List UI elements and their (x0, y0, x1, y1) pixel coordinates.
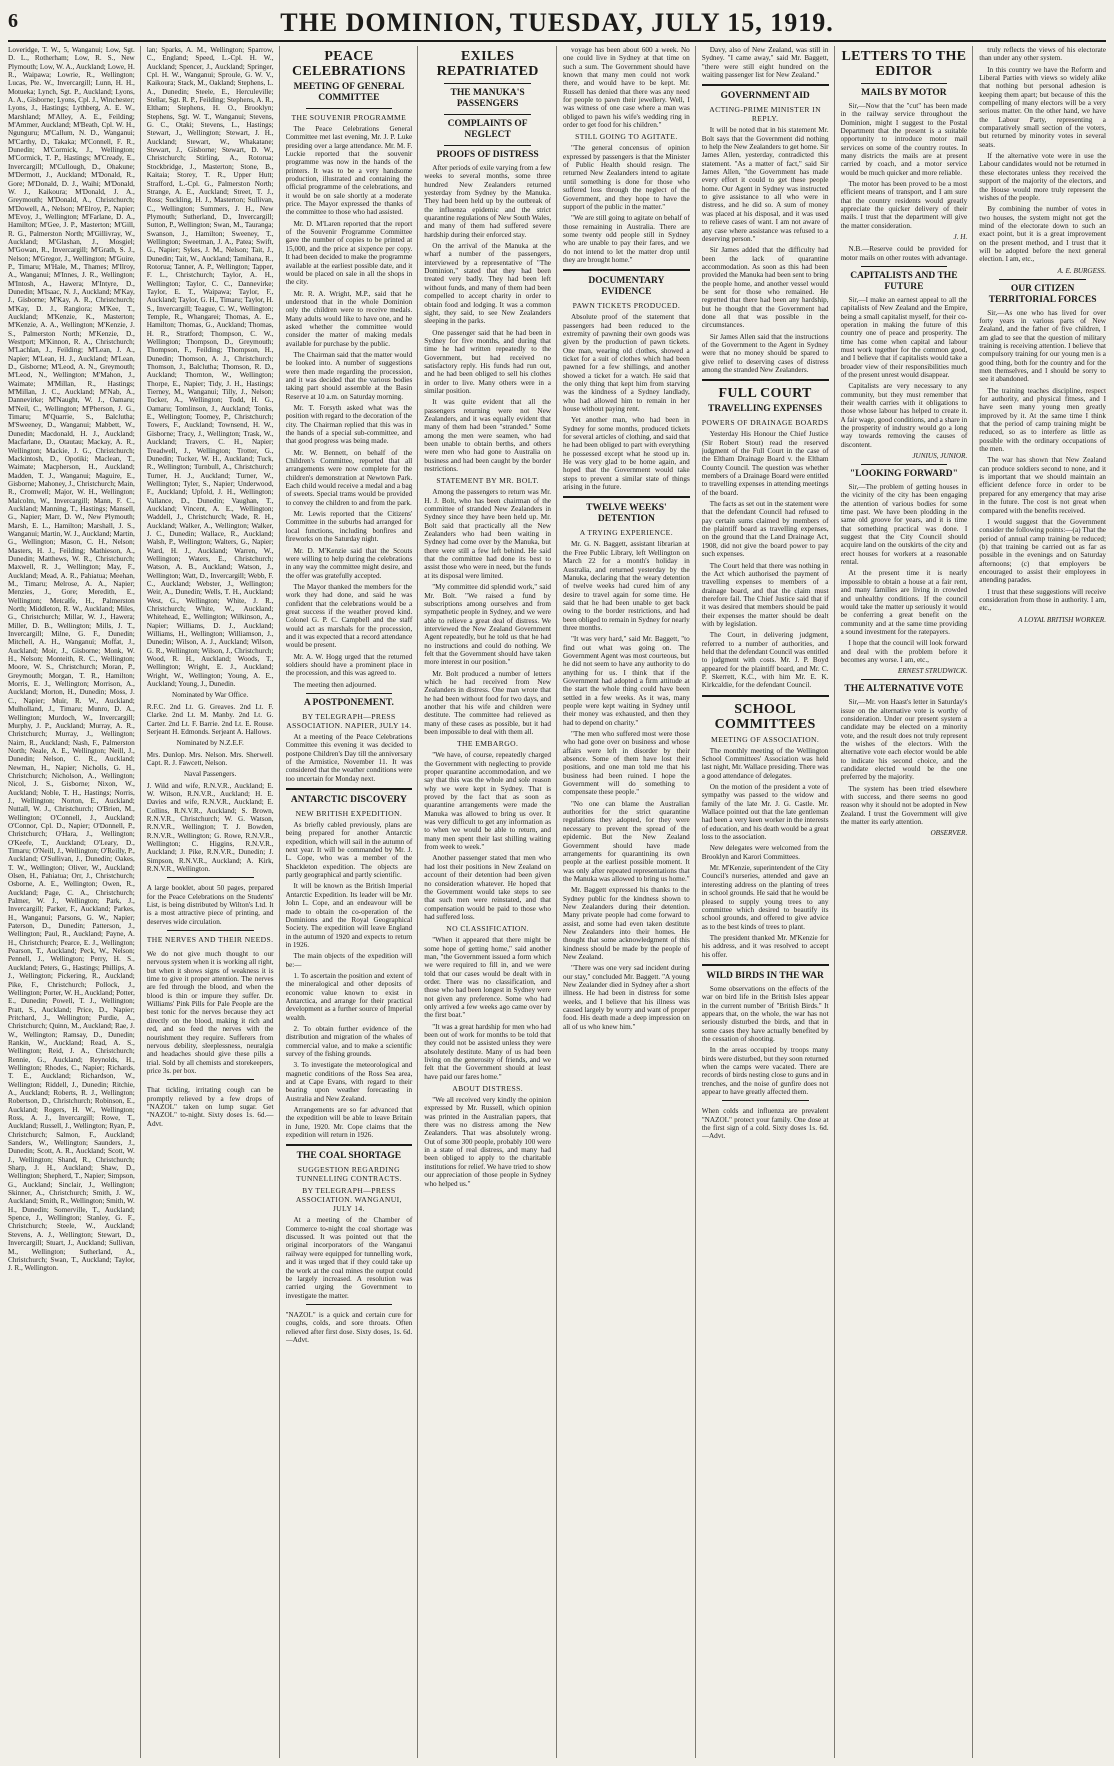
paragraph: 1. To ascertain the position and extent of the mineralogical and other deposits of economic value known to exist in Antarctica, and arrange for their practical development as a further source of Imperial wealth. (285, 971, 413, 1022)
paragraph: Mr. Lewis reported that the Citizens' Committee in the suburbs had arranged for local functions, including bonfires and fireworks on the Saturday night. (285, 510, 413, 544)
divider (306, 1304, 393, 1305)
paragraph: Arrangements are so far advanced that the expedition will be able to leave Britain in June, 1920. Mr. Cope claims that the expedition will return in 1926. (285, 1106, 413, 1140)
column-7 (841, 46, 974, 1758)
paragraph: Absolute proof of the statement that passengers had been reduced to the extremity of pawning their own goods was given by the production of pawn tickets. One man, wearing old clothes, showed a ticket for a suit of clothes which had been pawned for a few shillings, and another showed a ticket for a watch. He said that the only thing that kept him from starving was the kindness of a Sydney landlady, who had allowed him to remain in her house without paying rent. (563, 313, 690, 414)
article-subheadline: COMPLAINTS OF NEGLECT (447, 119, 528, 140)
paragraph: At the present time it is nearly impossible to obtain a house at a fair rent, and many families are living in crowded and unhealthy conditions. If the council would take the matter up seriously it would be conferring a great benefit on the community and at the same time providing a sound investment for the ratepayers. (840, 569, 968, 636)
column-3 (286, 46, 419, 1758)
article-subheadline: TRAVELLING EXPENSES (708, 404, 823, 415)
letter-heading: CAPITALISTS AND THE FUTURE (850, 270, 958, 292)
paragraph: The Mayor thanked the members for the work they had done, and said he was confident that the celebrations would be a great success if the weather proved kind. Colonel G. P. C. Campbell and the staff would act as marshals for the procession, and it was expected that a record attendance would be present. (285, 582, 413, 650)
dateline: BY TELEGRAPH—PRESS ASSOCIATION. WANGANUI, JULY 14. (295, 1186, 402, 1214)
column-8 (979, 46, 1106, 1758)
article-kicker: SUGGESTION REGARDING TUNNELLING CONTRACTS. (295, 1165, 402, 1184)
paragraph: After periods of exile varying from a few weeks to several months, some three hundred New Zealanders returned yesterday from Sydney by the Manuka. They had been held up by the outbreak of the influenza epidemic and the strict quarantine regulations of New South Wales, and many of them had suffered severe hardship during their enforced stay. (424, 164, 551, 239)
paragraph: The Peace Celebrations General Committee met last evening, Mr. J. P. Luke presiding over a large attendance. Mr. M. F. Luckie reported that the souvenir programme was now in the hands of the printers. It was to be a very handsome production, illustrated and containing the official programme of the celebrations, and it would be on sale shortly at a moderate price. The Mayor expressed the thanks of the committee to those who had assisted. (285, 125, 413, 217)
passenger-list-continued: lan; Sparks, A. M., Wellington; Sparrow, C., England; Speed, L.-Cpl. H. W., Auckland; Spencer, J., Auckland; Springer, Cpl. H. W., Wanganui; Sproule, G. W. V., Kaikoura; Stack, M., Oakland; Stephens, L. A., Dunedin; Steele, E., Herculeville; Stellar, Sgt. R. P., Feilding; Stephens, A. R., Eltham; Stephens, H. O., Brooklyn; Stephens, Sgt. W. T., Wanganui; Stevens, G. C., Otaki; Stevens, L., Hastings; Stewart, J., Wellington; Stewart, J. H., Auckland; Stewart, W., Whakatane; Stewart, J., Gisborne; Stewart, D. W., Christchurch; Stirling, A., Rotorua; Stockbridge, J., Masterton; Stone, B., Kaitaia; Storey, T. R., Upper Hutt; Strafford, L.-Cpl. G., Palmerston North; Strange, A. E., Auckland; Street, T. J., Ross; Suckling, H. J., Masterton; Sullivan, C., Wellington; Summers, J. H., New Plymouth; Sutherland, D., Invercargill; Sutton, P., Wellington; Swan, M., Tauranga; Swanson, J., Hamilton; Sweeney, T., Wellington; Sweetman, J. A., Patea; Swift, G., Napier; Sykes, J. M., Nelson; Tait, J., Dunedin; Tait, W., Auckland; Tamihana, R., Rotorua; Tanner, A. P., Wellington; Tapper, F. L., Christchurch; Taylor, A. H., Wellington; Taylor, C. C., Dannevirke; Taylor, E. T., Waipawa; Taylor, F., Auckland; Taylor, G. H., Timaru; Taylor, H. S., Invercargill; Teague, C. W., Wellington; Temple, R., Whangarei; Thomas, A. E., Hamilton; Thomas, G., Auckland; Thomas, H. R., Stratford; Thompson, C. W., Wellington; Thompson, D., Greymouth; Thompson, F., Feilding; Thompson, H., Dunedin; Thomson, A. J., Christchurch; Thomson, J., Balclutha; Thomson, R. D., Auckland; Thornton, W., Wellington; Thorpe, E., Napier; Tidy, J. H., Hastings; Tierney, M., Wanganui; Tilly, J., Nelson; Tocker, A., Wellington; Todd, H. G., Oamaru; Tomlinson, J., Auckland; Tonks, E., Wellington; Toomey, P., Christchurch; Towers, F., Auckland; Townsend, H. W., Gisborne; Tracy, J., Wellington; Trask, W., Auckland; Travers, C. H., Napier; Treadwell, J., Wellington; Trotter, G., Dunedin; Tucker, W. H., Auckland; Tuck, R., Wellington; Turnbull, A., Christchurch; Turner, H. J., Auckland; Turner, W., Wellington; Tyler, S., Napier; Underwood, F., Auckland; Upfold, J. H., Wellington; Vallance, D., Dunedin; Vaughan, T., Auckland; Vincent, A. E., Wellington; Waddell, J., Christchurch; Wade, R. H., Auckland; Walker, A., Wellington; Walker, J. C., Dunedin; Wallace, R., Auckland; Walsh, P., Wellington; Walters, G., Napier; Ward, H. J., Auckland; Warren, W., Wellington; Waters, E., Christchurch; Watson, A. B., Auckland; Watson, J., Wellington; Watt, D., Invercargill; Webb, F. C., Auckland; Webster, J., Wellington; Weir, A., Dunedin; Wells, T. H., Auckland; West, G., Wellington; White, J. R., Christchurch; White, W., Auckland; Whitehead, E., Wellington; Wilkinson, A., Napier; Williams, D. J., Auckland; Williams, H., Wellington; Williamson, J., Dunedin; Wilson, A. J., Auckland; Wilson, G. R., Wellington; Wilson, J., Christchurch; Wood, R. H., Auckland; Woods, T., Wellington; Wright, E. J., Auckland; Wright, W., Wellington; Young, A. E., Auckland; Young, J., Dunedin. (146, 46, 274, 689)
section-headline: LETTERS TO THE EDITOR (841, 49, 967, 79)
paragraph: Sir,—As one who has lived for over forty years in various parts of New Zealand, and the father of five children, I am glad to see that the question of military training is receiving attention. I believe that compulsory training for our young men is a good thing, both for the country and for the men themselves, and I should be sorry to see it abandoned. (979, 308, 1106, 384)
paragraph: It will be known as the British Imperial Antarctic Expedition. Its leader will be Mr. John L. Cope, and an endeavour will be made to obtain the co-operation of the Dominions and the Royal Geographical Society. The expedition will leave England in the autumn of 1920 and expects to return in 1926. (285, 882, 413, 949)
nominated-heading: Nominated by War Office. (172, 691, 249, 700)
paragraph: Sir,—Mr. von Haast's letter in Saturday's issue on the alternative vote is worthy of consideration. Under our present system a candidate may be elected on a minority vote, and the result does not truly represent the wishes of the electors. With the alternative vote each elector would be able to indicate his second choice, and the candidate elected would be the one preferred by the majority. (840, 698, 968, 782)
divider (167, 1079, 254, 1080)
divider (444, 145, 531, 146)
article-kicker: NEW BRITISH EXPEDITION. (295, 809, 403, 819)
paragraph: truly reflects the views of his electorate than under any other system. (979, 46, 1106, 63)
page-number: 6 (8, 10, 18, 32)
naval-heading: Naval Passengers. (183, 770, 237, 779)
paragraph: As briefly cabled previously, plans are being prepared for another Antarctic expedition, which will sail in the autumn of next year. It will be commanded by Mr. J. L. Cope, who was a member of the Shackleton expedition. The objects are partly geographical and partly scientific. (285, 821, 413, 880)
section-subhead: STATEMENT BY MR. BOLT. (436, 476, 539, 486)
letter-signature: OBSERVER. (930, 829, 968, 838)
column-5 (563, 46, 696, 1758)
letter-signature: A. E. BURGESS. (1057, 266, 1106, 275)
paragraph: Sir,—The problem of getting houses in the vicinity of the city has been engaging the attention of various bodies for some time past. We have been plodding in the same old groove for years, and it is time that something practical was done. I suggest that the City Council should acquire land on the outskirts of the city and erect houses for workers at a reasonable rental. (840, 483, 968, 567)
divider (861, 464, 948, 465)
paragraph: The system has been tried elsewhere with success, and there seems no good reason why it should not be adopted in New Zealand. I trust the Government will give the matter its early attention. (840, 784, 968, 827)
paragraph: The facts as set out in the statement were that the defendant Council had refused to pay certain sums claimed by members of the plaintiff board as travelling expenses, on the ground that the Land Drainage Act, 1908, did not give the board power to pay such expenses. (701, 500, 829, 559)
divider (563, 496, 690, 498)
article-headline: PEACE CELEBRATIONS (291, 49, 406, 79)
paragraph: In this country we have the Reform and Liberal Parties with views so widely alike that nothing but personal adhesion is keeping them apart; but because of this the compelling of many electors will be a very serious matter. On the other hand, we have the Labour Party, representing a comparatively small section of the voters, but returned by minority votes in several seats. (979, 65, 1106, 149)
paragraph: Davy, also of New Zealand, was still in Sydney. "I came away," said Mr. Baggett, "there were still eight hundred on the waiting passenger list for New Zealand." (701, 46, 829, 80)
paragraph: "The men who suffered most were those who had gone over on business and whose affairs were left in disorder by their absence. Some of them have lost their positions, and one man told me that his business had been ruined. I hope the Government will do something to compensate these people." (563, 730, 690, 797)
paragraph: "No one can blame the Australian authorities for the strict quarantine regulations they adopted, for they were necessary to prevent the spread of the epidemic. But the New Zealand Government should have made arrangements for quarantining its own people at the earliest possible moment. It was only after repeated representations that the Manuka was allowed to bring us home." (563, 799, 690, 883)
paragraph: "There was one very sad incident during our stay," concluded Mr. Baggett. "A young New Zealander died in Sydney after a short illness. He had been in distress for some weeks, and I believe that his illness was caused largely by worry and want of proper food. His death made a deep impression on all of us who knew him." (563, 964, 690, 1031)
newspaper-title: THE DOMINION, TUESDAY, JULY 15, 1919. (280, 8, 834, 37)
column-2 (147, 46, 280, 1758)
column-6 (702, 46, 835, 1758)
divider (286, 788, 413, 790)
paragraph: In the areas occupied by troops many birds were disturbed, but they soon returned when the camps were vacated. There are records of birds nesting close to guns and in trenches, and the noise of gunfire does not appear to have greatly affected them. (701, 1046, 829, 1097)
paragraph: Mr. Baggett expressed his thanks to the Sydney public for the kindness shown to New Zealanders during their detention. Many private people had come forward to assist, and some had even taken destitute New Zealanders into their homes. He thought that some acknowledgment of this kindness should be made by the people of New Zealand. (563, 886, 690, 961)
paragraph: Among the passengers to return was Mr. H. J. Bolt, who has been chairman of the committee of stranded New Zealanders in Sydney since they have been held up. Mr. Bolt said that practically all the New Zealanders who had been waiting in Sydney had come over by the Manuka, but there were still a few left behind. He said that the committee had done its best to assist those who were in need, but the funds at its disposal were limited. (424, 488, 551, 580)
paragraph: Sir James Allen said that the instructions of the Government to the Agent in Sydney were that no money should be spared to give relief to deserving cases of distress among the stranded New Zealanders. (701, 332, 829, 374)
paragraph: 2. To obtain further evidence of the distribution and migration of the whales of commercial value, and to make a scientific survey of the fishing grounds. (285, 1024, 413, 1058)
paragraph: Mr. T. Forsyth asked what was the position with regard to the decoration of the city. The Chairman replied that this was in the hands of a special sub-committee, and that good progress was being made. (285, 404, 413, 446)
divider (286, 1144, 413, 1146)
masthead (8, 6, 1106, 42)
paragraph: The Court, in delivering judgment, referred to a number of authorities, and held that the defendant Council was entitled to judgment with costs. Mr. J. P. Boyd appeared for the plaintiff board, and Mr. C. P. Skerrett, K.C., with him Mr. E. K. Kirkcaldie, for the defendant Council. (701, 631, 829, 690)
paragraph: It will be noted that in his statement Mr. Bolt says that the Government did nothing to help the New Zealanders to get home. Sir James Allen, yesterday, contradicted this statement. "As a matter of fact," said Sir James Allen, "the Government has made every effort it could to get these people home. Our Agent in Sydney was instructed to give assistance to all who were in distress, and he did so. A sum of money was placed at his disposal, and it was used to relieve cases of want. I am not aware of any case where assistance was refused to a deserving person." (701, 126, 829, 243)
paragraph: Sir James added that the difficulty had been the lack of quarantine accommodation. As soon as this had been provided the Manuka had been sent to bring the people home, and another vessel would be sent for those who remained. He regretted that there had been any hardship, but he thought that the Government had done all that was possible in the circumstances. (701, 246, 829, 330)
paragraph: At a meeting of the Chamber of Commerce to-night the coal shortage was discussed. It was pointed out that the original incorporators of the Wanganui railway were equipped for tunnelling work, and it was urged that if they could take up the work at the coal mines the output could be largely increased. A resolution was carried urging the Government to investigate the matter. (285, 1216, 413, 1300)
article-kicker: THE SOUVENIR PROGRAMME (291, 113, 407, 122)
article-headline: DOCUMENTARY EVIDENCE (588, 276, 665, 298)
divider (702, 84, 829, 86)
divider (306, 693, 393, 694)
passenger-list: Loveridge, T. W., 5, Wanganui; Low, Sgt. D. L., Rotherham; Low, R. S., New Plymouth; Low, W. A., Auckland; Lowe, H. R., Waipawa; Lowrie, R., Wellington; Lucas, Pte. W., Invercargill; Lunn, H. H., Motueka; Lynch, Sgt. P., Auckland; Lyons, A. A., Gisborne; Lyons, Cpl. J., Winchester; Lyons, J., Hastings; Lythberg, A. E. W., Marshland; M'Alley, A. E., Feilding; M'Ammer, Auckland; M'Beath, Cpl. W. H., Ngunguru; M'Callum, N. D., Wanganui; M'Carthy, D., Takaka; M'Connell, F. R., Dunedin; M'Cormick, J., Wellington; M'Cormick, T. P., Hastings; M'Cready, E., Invercargill; M'Cullough, D., Ohakune; M'Dermott, J., Auckland; M'Donald, R., Gore; M'Donald, D. J., Waihi; M'Donald, W. J., Kaikoura; M'Donald, J. A., Greymouth; M'Donald, A., Christchurch; M'Dowell, A., Nelson; M'Elroy, P., Napier; M'Evoy, J., Wellington; M'Farlane, D. A., Hamilton; M'Gee, J. P., Masterton; M'Gill, R. G., Palmerston North; M'Gillivray, W., Auckland; M'Glashan, J., Mosgiel; M'Gowan, R., Invercargill; M'Grath, S. J., Nelson; M'Gregor, J., Wellington; M'Guire, P., Timaru; M'Hale, M., Thames; M'Ilroy, A., Wanganui; M'Innes, J. R., Wellington; M'Intosh, A., Hawera; M'Intyre, D., Dunedin; M'Isaac, N. J., Auckland; M'Kay, J., Gisborne; M'Kay, A. R., Christchurch; M'Kay, D. J., Rangiora; M'Kee, T., Auckland; M'Kenzie, K., Masterton; M'Kenzie, A. A., Wellington; M'Kenzie, J. S., Palmerston North; M'Kenzie, D., Westport; M'Kinnon, R. A., Christchurch; M'Lachlan, J., Feilding; M'Lean, J. A., Napier; M'Lean, H. J., Auckland; M'Lean, D., Gisborne; M'Leod, A. N., Greymouth; M'Leod, N., Wellington; M'Mahon, J., Waimate; M'Millan, R., Hastings; M'Millan, J. C., Auckland; M'Nab, A., Dannevirke; M'Naught, W. J., Oamaru; M'Neil, C., Wellington; M'Pherson, J. G., Timaru; M'Quarrie, S., Balclutha; M'Sweeney, D., Wanganui; Mabbett, W., Dunedin; Macdonald, H. J., Auckland; Macfarlane, D., Otautau; Mackay, A. R., Wellington; Mackie, J. G., Christchurch; Mackintosh, D., Opotiki; Maclean, T., Waimate; Macpherson, H., Auckland; Madden, T. J., Wanganui; Maguire, E., Gisborne; Mahoney, J., Christchurch; Main, R., Cromwell; Major, W. H., Wellington; Malcolm, W., Invercargill; Mann, F. C., Auckland; Manning, T., Hastings; Mansell, G., Napier; Marr, D. W., New Plymouth; Marsh, E. L., Hamilton; Marshall, J. S., Wanganui; Martin, W. J., Auckland; Martin, G., Wellington; Mason, C. H., Nelson; Masters, H. J., Feilding; Mathieson, A., Dunedin; Matthews, W. R., Christchurch; Maxwell, R. J., Wellington; May, F., Auckland; Mead, A. R., Pahiatua; Meehan, M., Timaru; Melrose, A. A., Napier; Menzies, J., Gore; Meredith, E., Wellington; Metcalfe, H., Palmerston North; Middleton, R. W., Auckland; Miles, G., Christchurch; Millar, W. J., Hawera; Miller, D. B., Wellington; Mills, J. T., Invercargill; Milne, G. F., Dunedin; Mitchell, A. H., Wanganui; Moffat, J., Auckland; Moir, J., Gisborne; Monk, W. H., Nelson; Monteith, R. C., Wellington; Moore, W. S., Christchurch; Moran, P., Greymouth; Morgan, T. R., Hamilton; Morris, E. J., Wellington; Morrison, A., Auckland; Morton, H., Dunedin; Moss, J. C., Napier; Muir, R. W., Auckland; Mulholland, J., Timaru; Munro, D. A., Wellington; Murdoch, W., Invercargill; Murphy, J. P., Auckland; Murray, A. R., Christchurch; Murray, J., Wellington; Nairn, R., Auckland; Nash, F., Palmerston North; Neale, A. E., Wellington; Neill, J., Dunedin; Nelson, C. R., Auckland; Newman, H., Napier; Nicholls, G. H., Christchurch; Nicholson, A., Wellington; Nicol, J. S., Gisborne; Nixon, W., Auckland; Noble, T. H., Hastings; Norris, J., Wellington; Norton, E., Auckland; Nuttall, W. J., Christchurch; O'Brien, M., Wellington; O'Connell, J., Auckland; O'Connor, Cpl. D., Napier; O'Donnell, P., Christchurch; O'Hara, J., Wellington; O'Keefe, T., Auckland; O'Leary, D., Timaru; O'Neill, J., Wellington; O'Reilly, P., Auckland; O'Sullivan, J., Dunedin; Oakes, T. W., Wellington; Oliver, W., Auckland; Olsen, H., Pahiatua; Orr, J., Christchurch; Osborne, A. E., Wellington; Owen, R., Auckland; Page, C. A., Christchurch; Palmer, W. J., Wellington; Park, J., Invercargill; Parker, F., Auckland; Parkes, H., Wanganui; Parsons, G. W., Napier; Paterson, D., Dunedin; Patterson, J., Wellington; Paul, R., Auckland; Payne, A. H., Christchurch; Pearce, E. J., Wellington; Pearson, T., Auckland; Peck, W., Nelson; Pennell, J., Wellington; Perry, H. S., Auckland; Peters, G., Hastings; Phillips, A. J., Wellington; Pickering, R., Auckland; Pike, F., Christchurch; Pollock, J., Wellington; Porter, W. H., Auckland; Potter, E., Dunedin; Powell, T. J., Wellington; Pratt, S., Auckland; Price, D., Napier; Pritchard, J., Wellington; Purdie, A., Christchurch; Quinn, M., Auckland; Rae, J. W., Wellington; Ramsay, D., Dunedin; Rankin, W., Auckland; Read, A. S., Wellington; Reid, J. A., Christchurch; Rennie, G., Auckland; Reynolds, H., Wellington; Rhodes, C., Napier; Richards, T. E., Auckland; Richardson, W., Wellington; Riddell, J., Dunedin; Ritchie, A., Auckland; Roberts, R. J., Wellington; Robertson, D., Christchurch; Robinson, E., Auckland; Rogers, H. W., Wellington; Ross, A. J., Invercargill; Rowe, T., Auckland; Russell, J., Wellington; Ryan, P., Christchurch; Salmon, F., Auckland; Sanders, W., Wellington; Saunders, J., Dunedin; Scott, A. R., Auckland; Scott, W. J., Wellington; Shand, R., Christchurch; Sharp, J. H., Auckland; Shaw, D., Wellington; Shepherd, T., Napier; Simpson, G., Auckland; Sinclair, J., Wellington; Skinner, A., Christchurch; Smith, J. W., Auckland; Smith, R., Wellington; Smith, W. H., Dunedin; Somerville, T., Auckland; Spence, J., Wellington; Stanley, G. F., Christchurch; Steele, W., Auckland; Stevens, A. J., Wellington; Stewart, D., Invercargill; Stuart, J., Auckland; Sullivan, M., Wellington; Sutherland, A., Christchurch; Swan, T., Auckland; Taylor, J. R., Wellington. (8, 46, 135, 1273)
divider (167, 877, 254, 878)
paragraph: Yesterday His Honour the Chief Justice (Sir Robert Stout) read the reserved judgment of the Full Court in the case of the Eltham Drainage Board v. the Eltham County Council. The question was whether members of a Drainage Board were entitled to travelling expenses in attending meetings of the board. (701, 430, 829, 497)
article-subheadline: MEETING OF GENERAL COMMITTEE (293, 82, 405, 103)
section-subhead: ABOUT DISTRESS. (452, 1084, 524, 1094)
letter-signature: J. H. (953, 233, 968, 242)
paragraph: Capitalists are very necessary to any community, but they must remember that their wealth carries with it obligations to those whose labour has helped to create it. A fair wage, good conditions, and a share in the prosperity of industry would go a long way towards removing the causes of discontent. (840, 382, 968, 449)
paragraph: On the motion of the president a vote of sympathy was passed to the widow and family of the late Mr. J. G. Castle. Mr. Wallace pointed out that the late gentleman had been a very keen worker in the interests of education, and his death would be a great loss to the association. (701, 783, 829, 842)
paragraph: Mr. G. N. Baggett, assistant librarian at the Free Public Library, left Wellington on March 22 for a month's holiday in Australia, and returned yesterday by the Manuka, declaring that the weary detention of twelve weeks had cured him of any desire to travel again for some time. He said that he had been unable to get back owing to the border restrictions, and had been obliged to remain in Sydney for nearly three months. (563, 540, 690, 632)
paragraph: I trust that these suggestions will receive consideration from those in authority. I am, etc., (979, 587, 1106, 613)
divider (167, 930, 254, 931)
paragraph: "We have, of course, repeatedly charged the Government with neglecting to provide proper quarantine accommodation, and we say that this was the whole and sole reason why we were kept in Sydney. That is proved by the fact that as soon as quarantine arrangements were made the Manuka was allowed to bring us over. It was very difficult to get any information as to when we would be able to return, and many men spent their last shilling waiting from week to week." (424, 751, 551, 852)
paragraph: By combining the number of votes in two houses, the system might not get the mind of the electorate down to such an exact point, but it is a great improvement on the present method, and I trust that it will be adopted before the next general election. I am, etc., (979, 205, 1106, 264)
paragraph: The training teaches discipline, respect for authority, and physical fitness, and I have seen many young men greatly improved by it. At the same time I think that the period of camp training might be reduced, so as to interfere as little as possible with the ordinary occupations of the men. (979, 386, 1106, 454)
divider (702, 379, 829, 381)
paragraph: At a meeting of the Peace Celebrations Committee this evening it was decided to postpone Children's Day till the anniversary of the Armistice, November 11. It was considered that the weather conditions were too uncertain for Monday next. (285, 733, 413, 783)
paragraph: Mr. D. M'Laren reported that the report of the Souvenir Programme Committee gave the number of copies to be printed at 15,000, and the price at sixpence per copy. It had been decided to make the programme available at the earliest possible date, and it would be placed on sale in all the shops in the city. (285, 219, 413, 287)
paragraph: Mr. M'Kenzie, superintendent of the City Council's nurseries, attended and gave an interesting address on the planting of trees in school grounds. He said that he would be pleased to supply young trees to any committee which desired to beautify its school grounds, and offered to give advice as to the best kinds of trees to plant. (701, 864, 829, 931)
article-kicker: MEETING OF ASSOCIATION. (711, 734, 820, 744)
paragraph: "It was very hard," said Mr. Baggett, "to find out what was going on. The Government Agent was most courteous, but he did not seem to have any authority to do anything for us. I think that if the Government had adopted a firm attitude at the start the whole thing could have been settled in a few weeks. As it was, many people were kept waiting in Sydney until their money was exhausted, and then they had to depend on charity." (563, 635, 690, 727)
columns (8, 46, 1106, 1758)
column-4 (424, 46, 557, 1758)
paragraph: I hope that the council will look forward and deal with the problem before it becomes any worse. I am, etc., (840, 639, 968, 664)
article-kicker: A TRYING EXPERIENCE. (579, 528, 674, 538)
paragraph: 3. To investigate the meteorological and magnetic conditions of the Ross Sea area, and at Cape Evans, with regard to their bearing upon weather forecasting in Australia and New Zealand. (285, 1061, 413, 1103)
paragraph: One passenger said that he had been in Sydney for five months, and during that time he had written repeatedly to the Government, but had received no satisfactory reply. His funds had run out, and he had been obliged to sell his clothes in order to live. Many others were in a similar position. (424, 328, 551, 395)
paragraph: I would suggest that the Government consider the following points:—(a) That the period of annual camp training be reduced; (b) that training be carried out as far as possible in the evenings and on Saturday afternoons; (c) that employers be encouraged to assist their employees in attending parades. (979, 517, 1106, 585)
article-kicker: POWERS OF DRAINAGE BOARDS (701, 418, 829, 428)
divider (702, 964, 829, 966)
article-headline: ANTARCTIC DISCOVERY (290, 795, 407, 806)
nominated-list: R.F.C. 2nd Lt. G. Greaves. 2nd Lt. F. Clarke. 2nd Lt. M. Manby. 2nd Lt. G. Carter. 2nd Lt. F. Barrie. 2nd Lt. E. Rouse. Serjeant H. Edmonds. Serjeant A. Hallows. (146, 702, 274, 736)
divider (861, 266, 948, 267)
divider (861, 679, 948, 680)
letter-heading: MAILS BY MOTOR (861, 88, 947, 98)
section-subhead: THE EMBARGO. (456, 739, 519, 749)
nazol-advert: When colds and influenza are prevalent "NAZOL" protect your family. One dose at the first sign of a cold. Sixty doses 1s. 6d.—Advt. (701, 1107, 829, 1141)
paragraph: The war has shown that New Zealand can produce soldiers second to none, and it is important that we should maintain an efficient defence force in order to be prepared for any emergency that may arise in the future. The cost is not great when compared with the benefits received. (979, 456, 1106, 515)
article-subheadline: THE MANUKA'S PASSENGERS (450, 88, 525, 109)
nzef-heading: Nominated by N.Z.E.F. (176, 739, 244, 748)
letter-signature: A LOYAL BRITISH WORKER. (1018, 615, 1106, 624)
paragraph: Mr. D. M'Kenzie said that the Scouts were willing to help during the celebrations in any way the committee might desire, and the offer was gratefully accepted. (285, 546, 413, 580)
article-headline: WILD BIRDS IN THE WAR (706, 970, 824, 981)
paragraph: "We are still going to agitate on behalf of those remaining in Australia. There are some twenty odd people still in Sydney who are unable to pay their fares, and we do not intend to let the matter drop until they are brought home." (563, 214, 690, 264)
letter-heading: "LOOKING FORWARD" (849, 469, 958, 480)
article-subheadline: PROOFS OF DISTRESS (436, 150, 539, 160)
paragraph: Some observations on the effects of the war on bird life in the British Isles appear in the current number of "British Birds." It appears that, on the whole, the war has not seriously disturbed the birds, and that in some cases they have actually benefited by the cessation of shooting. (701, 984, 829, 1043)
paragraph: The president thanked Mr. M'Kenzie for his address, and it was resolved to accept his offer. (701, 933, 829, 959)
article-headline: THE COAL SHORTAGE (296, 1151, 402, 1162)
divider (444, 114, 531, 115)
divider (861, 83, 948, 84)
letter-signature: ERNEST STRUDWICK. (897, 667, 968, 676)
divider (444, 83, 531, 84)
section-subhead: NO CLASSIFICATION. (446, 924, 529, 934)
divider (999, 279, 1086, 280)
paragraph: On the arrival of the Manuka at the wharf a number of the passengers, interviewed by a representative of "The Dominion," stated that they had been treated very badly. They had been left without funds, and many of them had been compelled to accept charity in order to obtain food and lodging. It was a common sight, they said, to see New Zealanders sleeping in the parks. (424, 242, 551, 326)
divider (722, 1100, 809, 1101)
paragraph: Yet another man, who had been in Sydney for some months, produced tickets for several articles of clothing, and said that he had been obliged to part with everything he possessed except what he stood up in. He was very glad to be home again, and hoped that the Government would take steps to prevent a similar state of things arising in the future. (563, 416, 690, 492)
letter-heading: OUR CITIZEN TERRITORIAL FORCES (988, 283, 1097, 305)
divider (702, 695, 829, 697)
booklet-notice: A large booklet, about 50 pages, prepared for the Peace Celebrations on the Students' List, is being distributed by Wilton's Ltd. It is a most attractive piece of printing, and deserves wide circulation. (146, 884, 274, 926)
advert-heading: THE NERVES AND THEIR NEEDS. (146, 935, 274, 945)
paragraph: Mr. Bolt produced a number of letters which he had received from New Zealanders in distress. One man wrote that he had been without food for two days, and another that his wife and children were destitute. The committee had relieved as many of these cases as possible, but it had been impossible to deal with them all. (424, 669, 551, 736)
paragraph: Another passenger stated that men who had lost their positions in New Zealand on account of their detention had been given no consideration whatever. He hoped that the Government would take steps to see that such men were reinstated, and that compensation would be paid to those who had suffered loss. (424, 854, 551, 921)
article-headline: EXILES REPATRIATED (436, 49, 539, 79)
article-headline: SCHOOL COMMITTEES (714, 701, 816, 732)
article-headline: GOVERNMENT AID (720, 91, 810, 102)
paragraph: "My committee did splendid work," said Mr. Bolt. "We raised a fund by subscriptions among ourselves and from sympathetic people in Sydney, and we were able to relieve a great deal of distress. We interviewed the New Zealand Government Agent repeatedly, but he told us that he had no instructions and could do nothing. We felt that the Government should have taken more interest in our position." (424, 583, 551, 667)
paragraph: voyage has been about 600 a week. No one could live in Sydney at that time on such a sum. The Government should have known that many men could not work there, and would have to be kept. Mr. Russell has denied that there was any need for people to pawn their jewellery. Well, I was witness of one case where a man was obliged to pawn his wife's wedding ring in order to get food for his children." (563, 46, 690, 130)
paragraph: Sir,—I make an earnest appeal to all the capitalists of New Zealand and the Empire, being a small capitalist myself, for their co-operation in making the future of this country one of peace and prosperity. The time has come when capital and labour must work together for the common good, and I believe that if capitalists would take a broader view of their responsibilities much of the present unrest would disappear. (840, 295, 968, 379)
pink-pills-advert: We do not give much thought to our nervous system when it is working all right, but when it shows signs of weakness it is time to give it proper attention. The nerves are fed through the blood, and when the blood is thin or impure they suffer. Dr. Williams' Pink Pills for Pale People are the best tonic for the nerves because they act directly on the blood, making it rich and red, and so feed the nerves with the nourishment they require. Sufferers from nervous debility, sleeplessness, neuralgia and headaches should give these pills a trial. Sold by all chemists and storekeepers, price 3s. per box. (146, 950, 274, 1075)
section-subhead: STILL GOING TO AGITATE. (575, 132, 678, 142)
article-kicker: PAWN TICKETS PRODUCED. (572, 301, 681, 311)
article-kicker: ACTING-PRIME MINISTER IN REPLY. (709, 105, 821, 124)
paragraph: Mr. R. A. Wright, M.P., said that he understood that in the whole Dominion only the children were to receive medals. Many adults would like to have one, and he asked whether the committee would consider the matter of making medals available for purchase by the public. (285, 289, 413, 348)
article-subheadline: A POSTPONEMENT. (303, 698, 394, 708)
paragraph: New delegates were welcomed from the Brooklyn and Karori Committees. (701, 844, 829, 861)
paragraph: "When it appeared that there might be some hope of getting home," said another man, "the Government issued a form which we were required to fill in, and we were told that our cases would be dealt with in order. There was no classification, and those who had been longest in Sydney were not given any preference. Some who had only arrived a few weeks ago came over by the first boat." (424, 936, 551, 1020)
letter-heading: THE ALTERNATIVE VOTE (844, 684, 964, 695)
paragraph: Mr. A. W. Hogg urged that the returned soldiers should have a prominent place in the procession, and this was agreed to. (285, 652, 413, 678)
paragraph: "It was a great hardship for men who had been out of work for months to be told that they could not be assisted unless they were absolutely destitute. Many of us had been living on the generosity of friends, and we felt that the Government should at least have paid our fares home." (424, 1022, 551, 1081)
paragraph: The motor has been proved to be a most efficient means of transport, and I am sure that the country residents would greatly appreciate the quicker delivery of their mails. I trust that the department will give the matter consideration. (840, 180, 968, 230)
divider (306, 108, 393, 109)
letter-signature: JUNIUS, JUNIOR. (912, 452, 968, 461)
paragraph: Sir,—Now that the "cut" has been made in the railway service throughout the Dominion, might I suggest to the Postal Department that the present is a suitable opportunity to introduce motor mail services on some of the country routes. In many districts the mails are at present carried by coach, and a motor service would be much quicker and more reliable. (840, 102, 968, 177)
column-1 (8, 46, 141, 1758)
paragraph: The Court held that there was nothing in the Act which authorised the payment of travelling expenses to members of a drainage board, and that the claim must therefore fail. The Chief Justice said that if it was desired that members should be paid their expenses the matter should be dealt with by legislation. (701, 561, 829, 628)
article-headline: FULL COURT (718, 386, 812, 402)
paragraph: The monthly meeting of the Wellington School Committees' Association was held last night, Mr. Wallace presiding. There was a good attendance of delegates. (701, 746, 829, 780)
paragraph: The Chairman said that the matter would be looked into. A number of suggestions were then made regarding the procession, and it was decided that the various bodies taking part should assemble at the Basin Reserve at 10 a.m. on Saturday morning. (285, 350, 413, 401)
nzef-list: Mrs. Dunlop. Mrs. Nelson. Mrs. Sherwell. Capt. R. J. Fawcett, Nelson. (146, 750, 274, 767)
paragraph: "We all received very kindly the opinion expressed by Mr. Russell, which opinion was printed in the Australian papers, that there was no distress among the New Zealanders. That was absolutely wrong. Out of some 300 people, probably 100 were in a state of real distress, and many had been obliged to apply to the charitable institutions for relief. We have tried to show our appreciation of those people in Sydney who helped us." (424, 1096, 551, 1188)
paragraph: N.B.—Reserve could be provided for motor mails on other routes with advantage. (840, 245, 968, 262)
paragraph: If the alternative vote were in use the Labour candidates would not be returned in these electorates unless they received the support of the majority of the electors, and the House would more truly represent the wishes of the people. (979, 152, 1106, 202)
nazol-advert: That tickling, irritating cough can be promptly relieved by a few drops of "NAZOL" taken on lump sugar. Get "NAZOL" to-night. Sixty doses 1s. 6d.—Advt. (146, 1086, 274, 1128)
paragraph: The main objects of the expedition will be:— (285, 952, 413, 969)
paragraph: It was quite evident that all the passengers returning were not New Zealanders, and it was equally evident that many of them had been "stranded." Some among the men were seamen, who had been unable to obtain berths, and others were men who had gone to Australia on business and had been caught by the border restrictions. (424, 398, 551, 474)
dateline: BY TELEGRAPH—PRESS ASSOCIATION. NAPIER, JULY 14. (286, 712, 412, 730)
paragraph: The meeting then adjourned. (293, 680, 377, 689)
paragraph: "The general concensus of opinion expressed by passengers is that the Minister of Public Health should resign. The returned New Zealanders intend to agitate until something is done for those who suffered loss through the neglect of the Government, and they hope to have the support of the public in the matter." (563, 144, 690, 211)
article-headline: TWELVE WEEKS' DETENTION (586, 503, 667, 525)
divider (563, 269, 690, 271)
nazol-advert: "NAZOL" is a quick and certain cure for coughs, colds, and sore throats. Often relieved after first dose. Sixty doses, 1s. 6d.—Advt. (285, 1310, 413, 1344)
naval-list: J. Wild and wife, R.N.V.R., Auckland; E. W. Wilson, R.N.V.R., Auckland; H. E. Davies and wife, R.N.V.R., Auckland; E. Collins, R.N.V.R., Auckland; S. Brown, R.N.V.R., Christchurch; W. G. Watson, R.N.V.R., Wellington; T. J. Bowden, R.N.V.R., Wellington; G. Rowe, R.N.V.R., Wellington; C. Higgins, R.N.V.R., Auckland; J. Pike, R.N.V.R., Dunedin; J. Simpson, R.N.V.R., Auckland; A. Kirk, R.N.V.R., Wellington. (146, 781, 274, 873)
paragraph: Mr. W. Bennett, on behalf of the Children's Committee, reported that all arrangements were now complete for the children's demonstration at Newtown Park. Each child would receive a medal and a bag of sweets. Special trams would be provided to convey the children to and from the park. (285, 448, 413, 507)
